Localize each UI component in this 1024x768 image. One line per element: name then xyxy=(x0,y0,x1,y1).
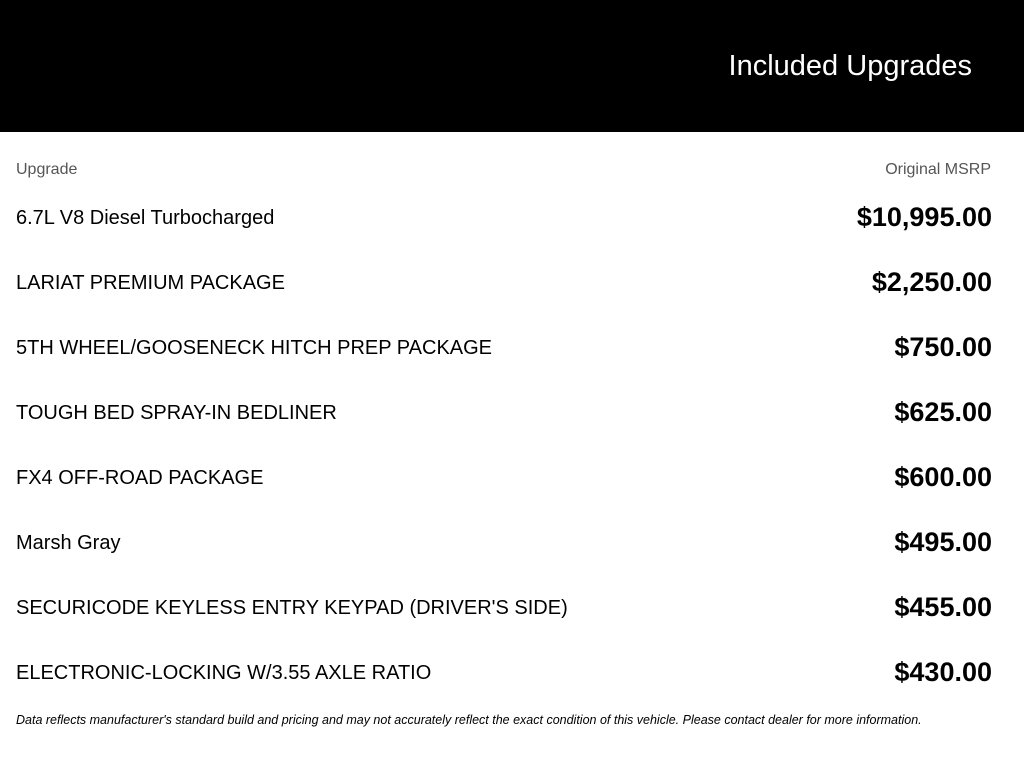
upgrade-price: $625.00 xyxy=(894,397,992,427)
upgrade-price: $495.00 xyxy=(894,527,992,557)
upgrade-name: ELECTRONIC-LOCKING W/3.55 AXLE RATIO xyxy=(16,662,432,684)
column-header-msrp: Original MSRP xyxy=(885,161,991,178)
upgrade-name: LARIAT PREMIUM PACKAGE xyxy=(16,272,285,294)
upgrade-row xyxy=(0,250,1024,315)
upgrade-name: FX4 OFF-ROAD PACKAGE xyxy=(16,467,264,489)
page-title: Included Upgrades xyxy=(728,50,972,82)
upgrade-price: $2,250.00 xyxy=(871,267,992,297)
upgrade-name: SECURICODE KEYLESS ENTRY KEYPAD (DRIVER'S SIDE) xyxy=(16,597,568,619)
upgrade-row xyxy=(0,315,1024,380)
upgrade-row xyxy=(0,380,1024,445)
upgrade-row xyxy=(0,575,1024,640)
upgrade-row xyxy=(0,445,1024,510)
upgrade-price: $455.00 xyxy=(894,592,992,622)
disclaimer-text: Data reflects manufacturer's standard build and pricing and may not accurately reflect the exact condition of this vehicle. Please contact dealer for more information. xyxy=(16,713,922,727)
header-banner xyxy=(0,0,1024,132)
upgrade-row xyxy=(0,640,1024,705)
upgrade-row xyxy=(0,510,1024,575)
upgrade-price: $10,995.00 xyxy=(856,202,992,232)
upgrade-name: 5TH WHEEL/GOOSENECK HITCH PREP PACKAGE xyxy=(16,337,493,359)
upgrade-price: $600.00 xyxy=(894,462,992,492)
upgrade-name: 6.7L V8 Diesel Turbocharged xyxy=(16,207,275,229)
upgrades-list xyxy=(0,185,1024,705)
column-header-upgrade: Upgrade xyxy=(16,161,78,178)
upgrade-price: $750.00 xyxy=(894,332,992,362)
upgrade-name: TOUGH BED SPRAY-IN BEDLINER xyxy=(16,402,337,424)
upgrade-name: Marsh Gray xyxy=(16,532,121,554)
upgrade-row xyxy=(0,185,1024,250)
upgrade-price: $430.00 xyxy=(894,657,992,687)
